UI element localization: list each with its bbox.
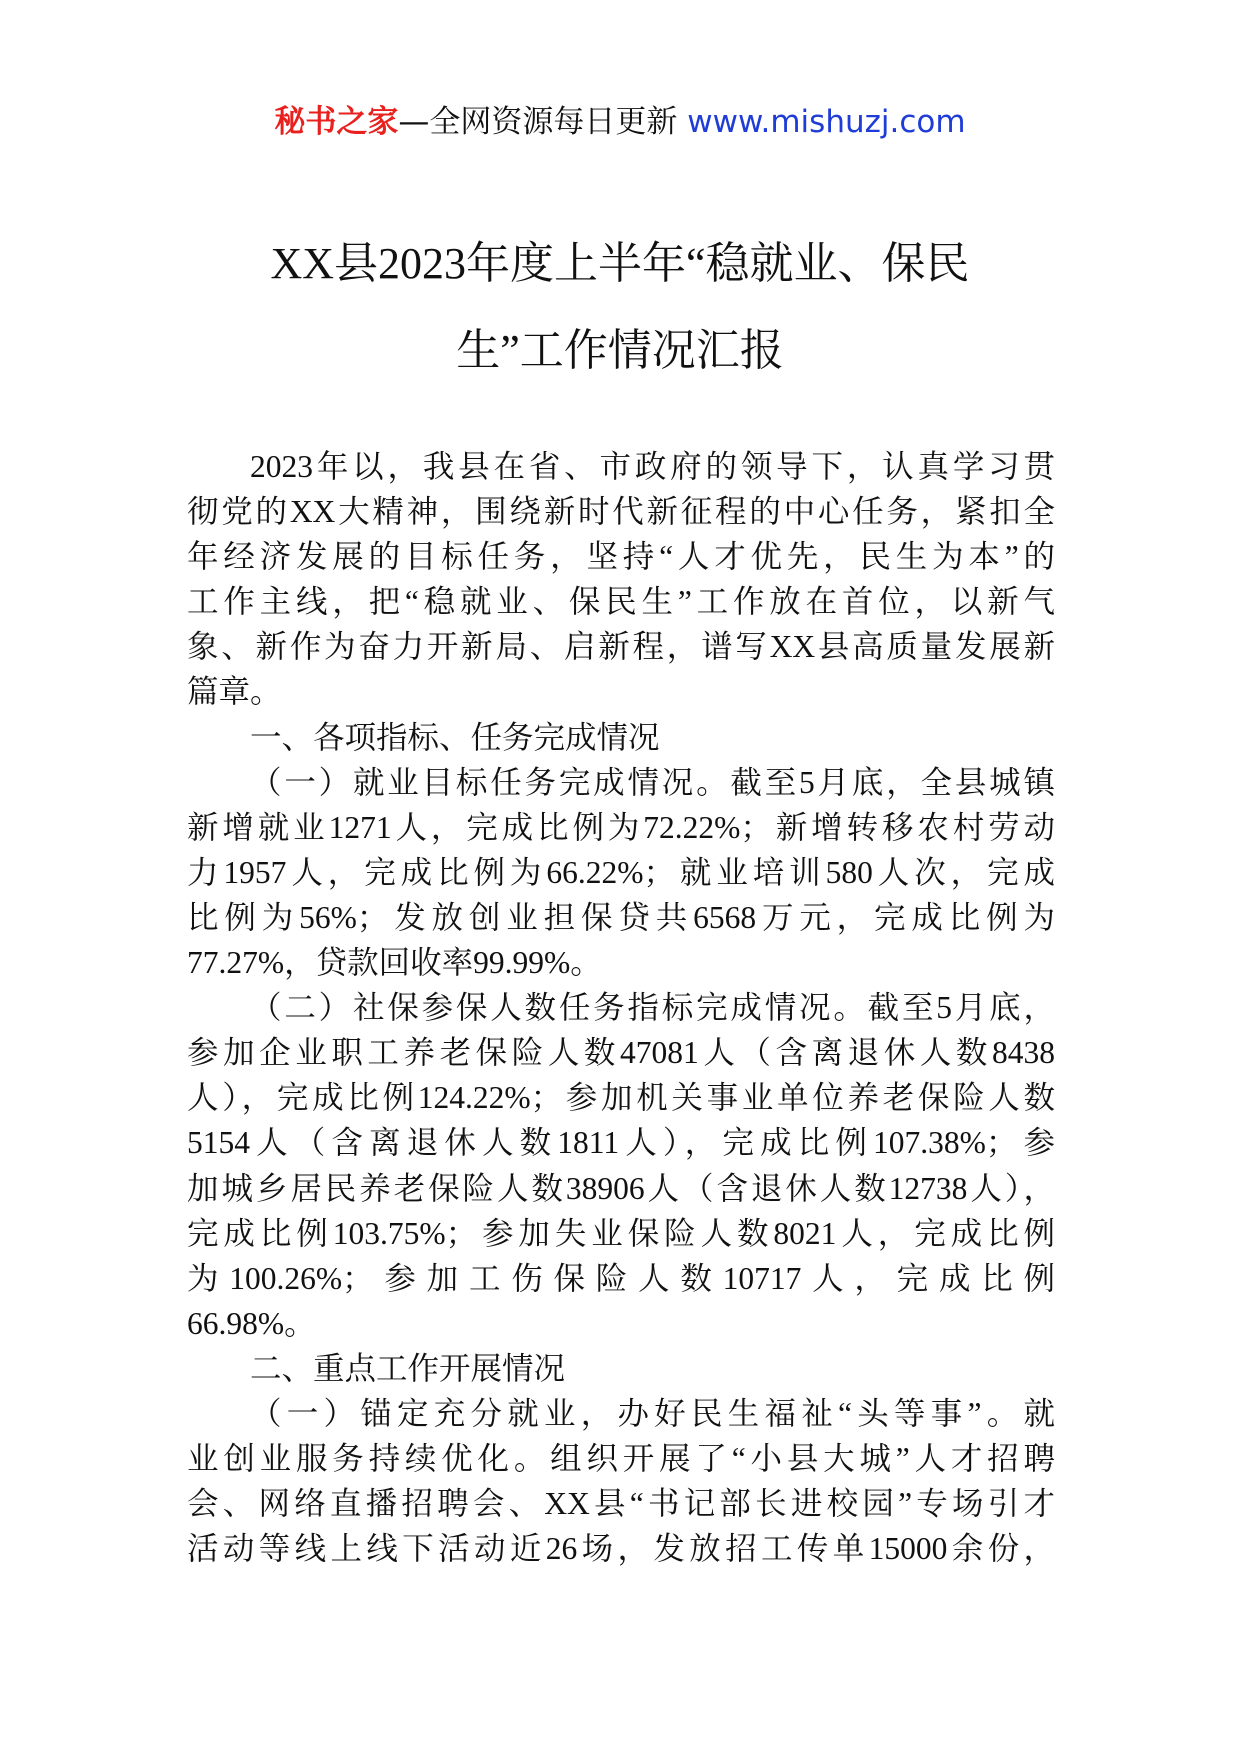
site-tagline: —全网资源每日更新 xyxy=(398,104,678,140)
brand-name: 秘书之家 xyxy=(274,104,399,140)
paragraph-line: 加城乡居民养老保险人数38906人（含退休人数12738人）， xyxy=(187,1170,1055,1206)
paragraph-line: 力1957人，完成比例为66.22%；就业培训580人次，完成 xyxy=(187,854,1055,890)
paragraph-line: 会、网络直播招聘会、XX县“书记部长进校园”专场引才 xyxy=(187,1486,1055,1522)
document-body xyxy=(187,444,1055,1571)
paragraph-line: （一）锚定充分就业，办好民生福祉“头等事”。就 xyxy=(250,1395,1055,1431)
paragraph-line: 66.98%。 xyxy=(187,1305,316,1341)
paragraph-line: 彻党的XX大精神，围绕新时代新征程的中心任务，紧扣全 xyxy=(187,494,1055,530)
paragraph-line: 5154人（含离退休人数1811人），完成比例107.38%；参 xyxy=(187,1125,1055,1161)
paragraph-line: 年经济发展的目标任务，坚持“人才优先，民生为本”的 xyxy=(187,539,1055,575)
section-heading: 一、各项指标、任务完成情况 xyxy=(250,719,660,755)
paragraph-line: 完成比例103.75%；参加失业保险人数8021人，完成比例 xyxy=(187,1215,1055,1251)
paragraph-line: 新增就业1271人，完成比例为72.22%；新增转移农村劳动 xyxy=(187,809,1055,845)
paragraph-line: 工作主线，把“稳就业、保民生”工作放在首位，以新气 xyxy=(187,584,1055,620)
paragraph-line: 活动等线上线下活动近26场，发放招工传单15000余份， xyxy=(187,1531,1055,1567)
paragraph-line: （一）就业目标任务完成情况。截至5月底，全县城镇 xyxy=(250,764,1055,800)
paragraph-line: 参加企业职工养老保险人数47081人（含离退休人数8438 xyxy=(187,1035,1055,1071)
paragraph-line: 77.27%，贷款回收率99.99%。 xyxy=(187,945,602,981)
paragraph-line: 业创业服务持续优化。组织开展了“小县大城”人才招聘 xyxy=(187,1441,1055,1477)
site-url-link[interactable]: www.mishuzj.com xyxy=(687,104,966,140)
paragraph-line: 人），完成比例124.22%；参加机关事业单位养老保险人数 xyxy=(187,1080,1055,1116)
paragraph-line: 2023年以，我县在省、市政府的领导下，认真学习贯 xyxy=(250,449,1055,484)
section-heading: 二、重点工作开展情况 xyxy=(250,1350,566,1386)
document-title-line-1: XX县2023年度上半年“稳就业、保民 xyxy=(270,239,970,288)
paragraph-line: 比例为56%；发放创业担保贷共6568万元，完成比例为 xyxy=(187,899,1055,935)
site-header xyxy=(0,102,1240,142)
paragraph-line: 象、新作为奋力开新局、启新程，谱写XX县高质量发展新 xyxy=(187,629,1055,665)
paragraph-line: 篇章。 xyxy=(187,674,282,710)
document-title-line-2: 生”工作情况汇报 xyxy=(456,326,784,375)
paragraph-line: （二）社保参保人数任务指标完成情况。截至5月底， xyxy=(250,990,1055,1026)
paragraph-line: 为100.26%；参加工伤保险人数10717人，完成比例 xyxy=(187,1260,1055,1296)
